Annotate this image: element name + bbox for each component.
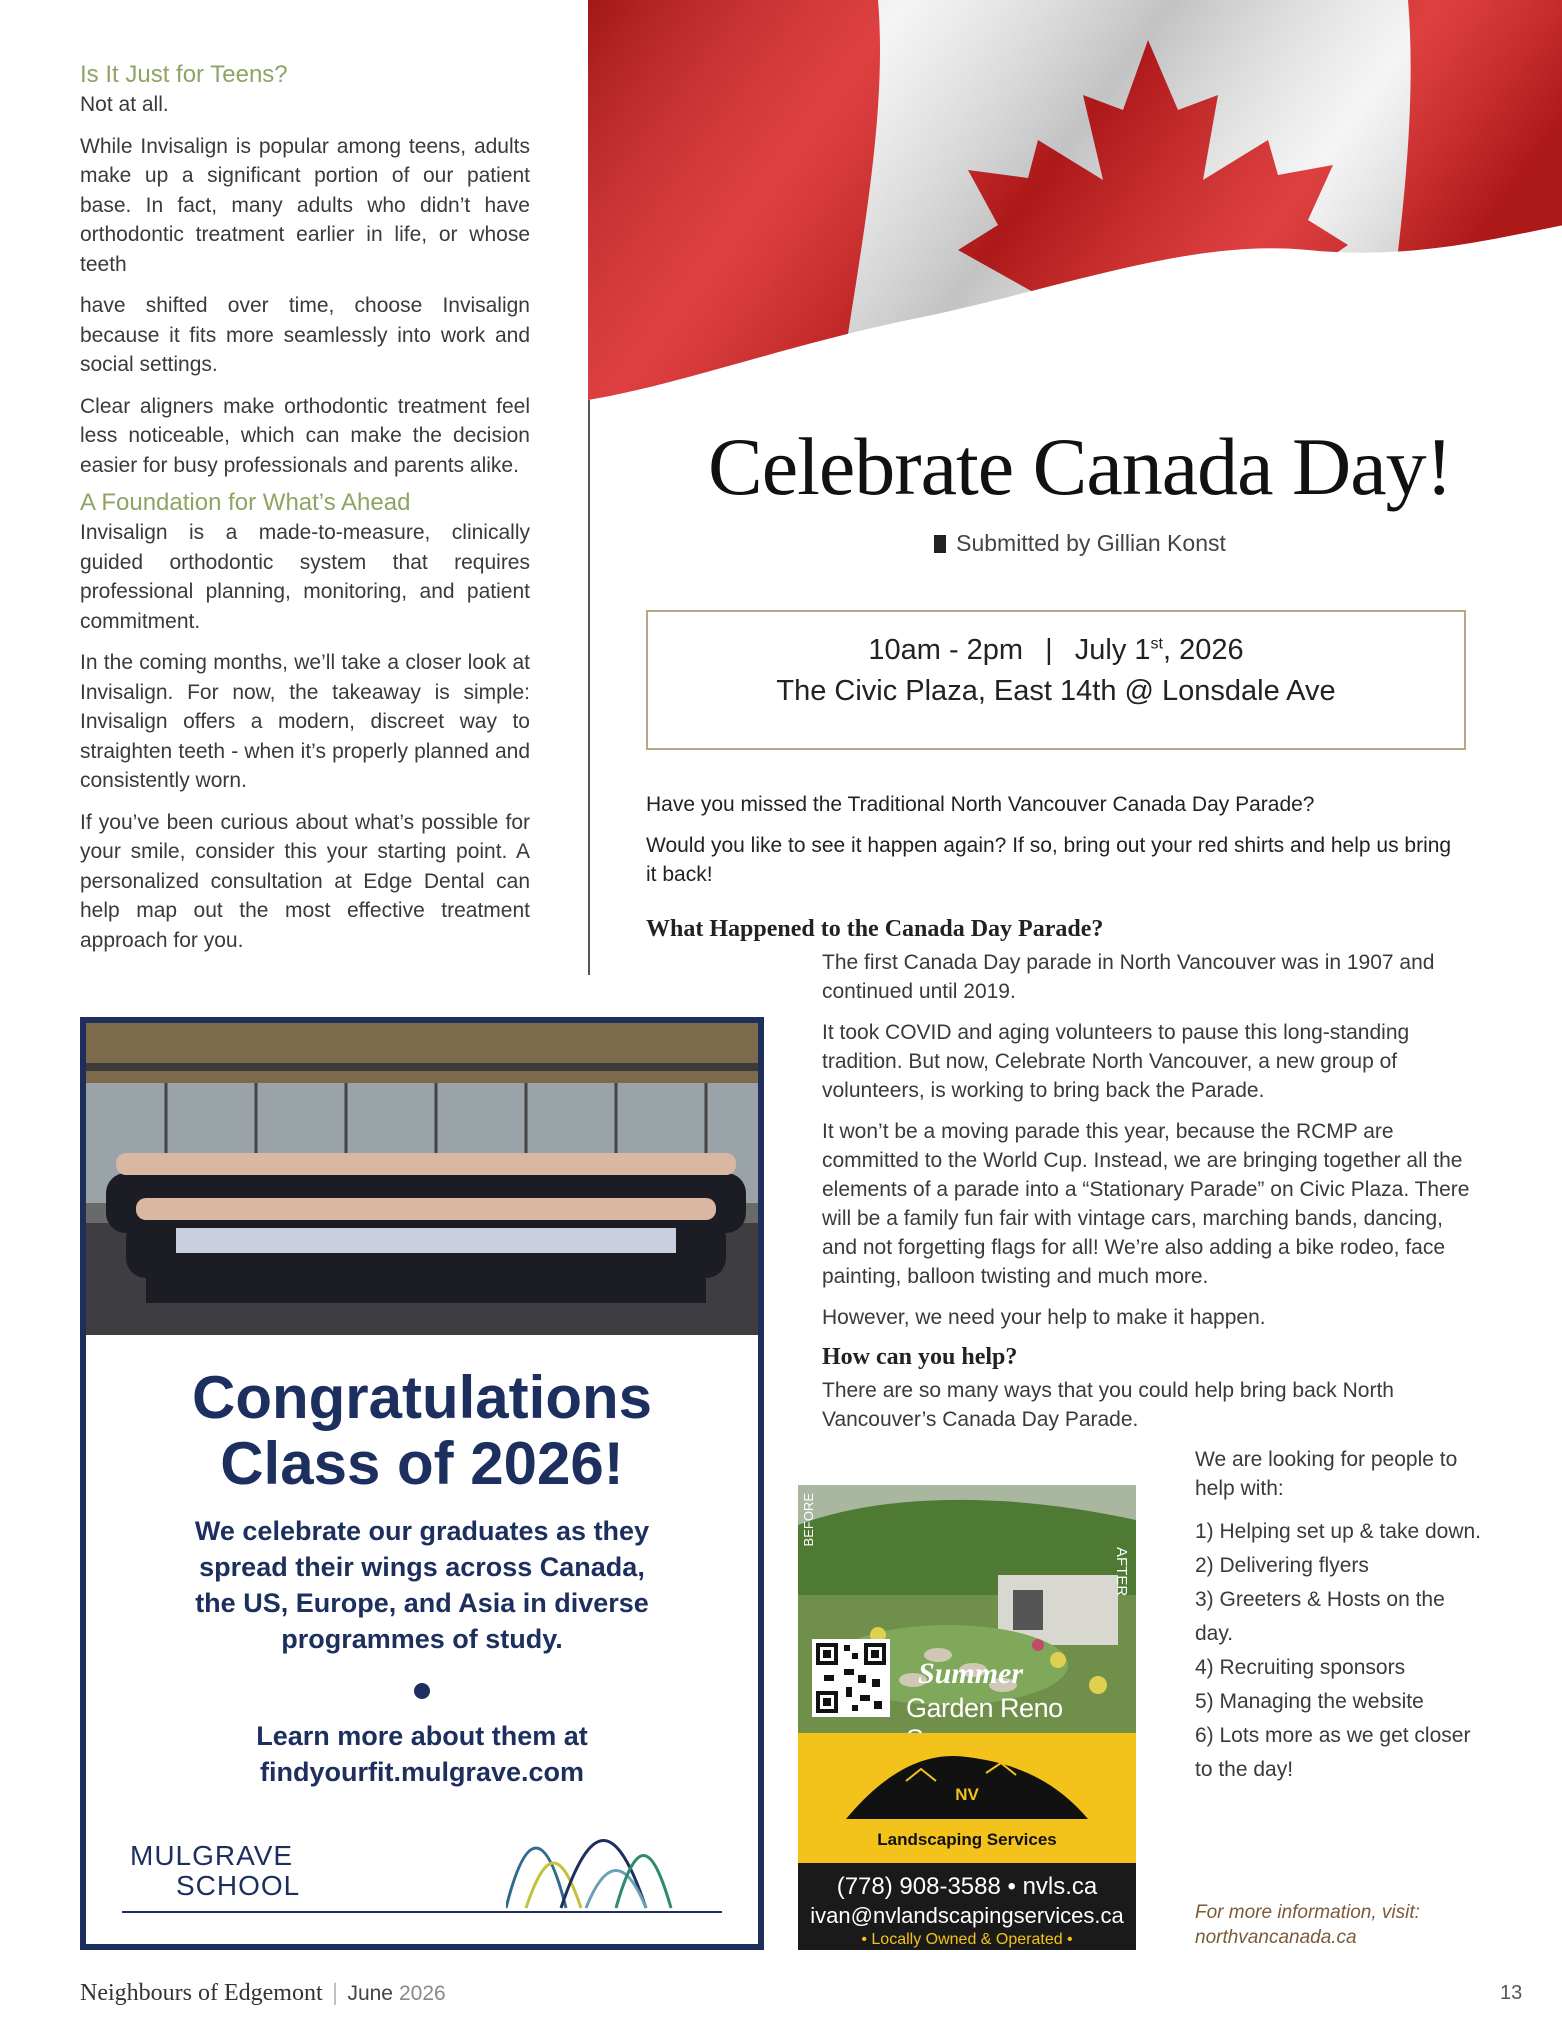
summer-text: Summer [918,1657,1024,1690]
tagline: • Locally Owned & Operated • [861,1931,1073,1948]
nv-landscaping-ad[interactable] [798,1485,1136,1950]
page-footer [80,1980,446,2007]
issue-month: June [347,1982,393,2005]
paragraph: have shifted over time, choose Invisalign because it fits more seamlessly into work and social settings. [80,294,530,376]
paragraph: It won’t be a moving parade this year, because the RCMP are committed to the World Cup. Instead, we are bringing together all the elements of a parade into a “Stationary Parade” on Civic Plaza. There will be a family fun fair with vintage cars, marching bands, dancing, and not forgetting flags for all! We’re also adding a bike rodeo, face painting, balloon twisting and much more. [822,1120,1470,1288]
help-list [1195,1445,1485,1787]
reno-season-text: Garden Reno [906,1693,1063,1723]
subheading-teens: Is It Just for Teens? [80,61,288,88]
qr-code-icon [812,1639,890,1717]
column-divider [588,400,590,975]
event-date-day: July 1 [1074,634,1151,666]
paragraph: Clear aligners make orthodontic treatment feel less noticeable, which can make the decision easier for busy professionals and parents alike. [80,394,530,477]
paragraph: In the coming months, we’ll take a closer look at Invisalign. For now, the takeaway is simple: Invisalign offers a modern, discreet way to straighten teeth - when it’s properly planned and consistently worn. [80,651,530,792]
congrats-line: Congratulations [192,1364,652,1431]
email-link[interactable]: ivan@nvlandscapingservices.ca [810,1903,1124,1928]
paragraph: The first Canada Day parade in North Vancouver was in 1907 and continued until 2019. [822,951,1435,1003]
school-logo-text: SCHOOL [176,1870,301,1901]
help-intro: We are looking for people to help with: [1195,1448,1458,1500]
event-date-year: , 2026 [1162,634,1244,666]
list-item: 5) Managing the website [1195,1690,1424,1713]
bullet-square-icon [934,535,946,553]
footer-separator: | [332,1980,338,2006]
paragraph: There are so many ways that you could help bring back North Vancouver’s Canada Day Parade. [822,1379,1394,1431]
help-items [1195,1515,1485,1787]
paragraph: While Invisalign is popular among teens, adults make up a significant portion of our patient base. In fact, many adults who didn’t have orthodontic treatment earlier in life, or whose teeth [80,134,530,276]
learn-more-link[interactable]: findyourfit.mulgrave.com [259,1757,585,1787]
mulgrave-school-ad[interactable] [80,1017,764,1950]
event-separator: | [1045,634,1053,666]
paragraph: It took COVID and aging volunteers to pause this long-standing tradition. But now, Celebrate North Vancouver, a new group of volunteers, is working to bring back the Parade. [822,1021,1410,1102]
bullet-dot-icon [414,1683,430,1699]
list-item: 2) Delivering flyers [1195,1554,1369,1577]
more-info-link[interactable]: For more information, visit: northvancanada.ca [1195,1902,1420,1948]
ad-subtext: We celebrate our graduates as they spread their wings across Canada, the US, Europe, and Asia in diverse programmes of study. [194,1516,650,1654]
paragraph: However, we need your help to make it happen. [822,1306,1266,1329]
list-item: 1) Helping set up & take down. [1195,1520,1482,1543]
issue-year: 2026 [398,1982,446,2005]
school-logo-text: MULGRAVE [130,1840,294,1871]
article-body [822,948,1472,1332]
company-name: Landscaping Services [877,1830,1057,1849]
learn-more-text: Learn more about them at [256,1721,588,1751]
after-label: AFTER [1113,1547,1130,1597]
event-date [1075,634,1244,666]
canada-flag-icon [588,0,1562,400]
paragraph: Would you like to see it happen again? If so, bring out your red shirts and help us bring it back! [646,834,1452,886]
ad-divider [122,1911,722,1913]
congrats-line: Class of 2026! [220,1430,624,1497]
event-venue: The Civic Plaza, East 14th @ Lonsdale Ave [776,675,1336,707]
congrats-heading [86,1365,758,1497]
event-time: 10am - 2pm [868,634,1024,666]
learn-more [86,1718,758,1790]
paragraph: If you’ve been curious about what’s possible for your smile, consider this your starting point. A personalized consultation at Edge Dental can help map out the most effective treatment approach for you. [80,810,530,952]
left-column [80,60,530,955]
phone-website[interactable]: (778) 908-3588 • nvls.ca [836,1873,1098,1900]
event-date-suffix: st [1150,635,1163,653]
mountain-logo-icon [506,1818,696,1913]
event-time-date [648,634,1464,667]
list-item: 4) Recruiting sponsors [1195,1656,1406,1679]
event-info-box [646,610,1466,750]
subheading-foundation: A Foundation for What’s Ahead [80,489,411,516]
article-intro [646,790,1466,889]
byline-text: Submitted by Gillian Konst [956,530,1226,556]
publication-name: Neighbours of Edgemont [80,1980,323,2006]
canada-flag-image [588,0,1562,400]
list-item: 6) Lots more as we get closer to the day! [1195,1724,1471,1781]
graduates-photo [86,1023,758,1335]
paragraph: Invisalign is a made-to-measure, clinically guided orthodontic system that requires professional planning, monitoring, and patient commitment. [80,521,530,633]
section-heading-parade: What Happened to the Canada Day Parade? [646,916,1104,942]
paragraph: Not at all. [80,93,169,116]
page-number: 13 [1500,1982,1523,2004]
before-label: BEFORE [801,1493,816,1547]
graduates-photo-icon [86,1023,758,1335]
paragraph: Have you missed the Traditional North Vancouver Canada Day Parade? [646,793,1315,816]
nv-logo-text: NV [955,1785,979,1804]
byline [600,530,1560,557]
section-heading-help: How can you help? [822,1344,1018,1370]
page-title: Celebrate Canada Day! [708,421,1452,512]
list-item: 3) Greeters & Hosts on the day. [1195,1588,1445,1645]
